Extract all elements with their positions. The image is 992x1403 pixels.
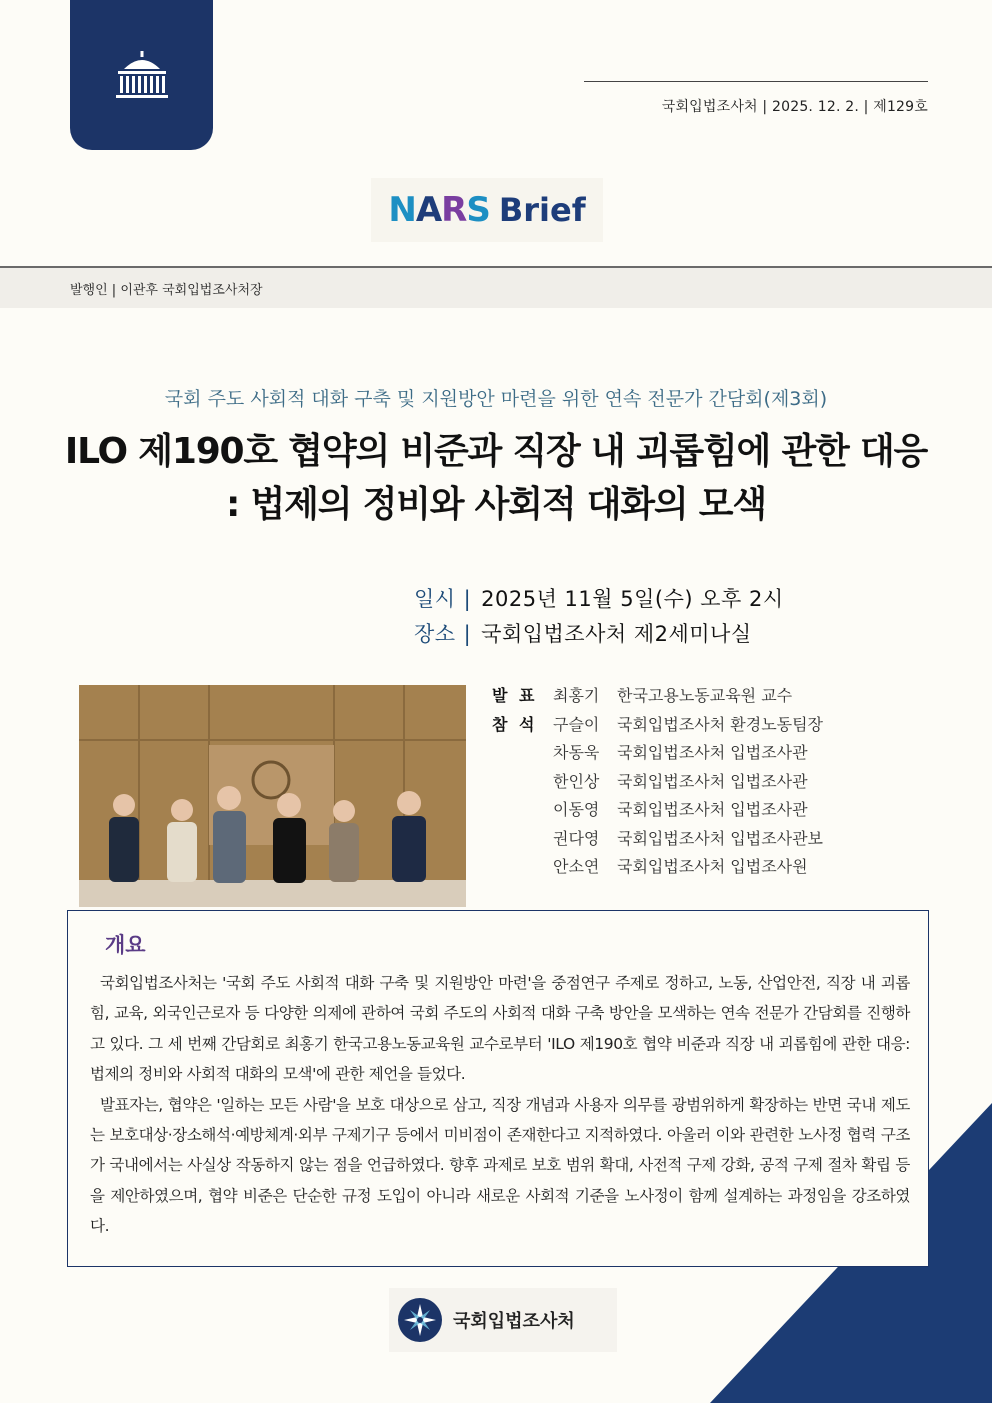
participant-affiliation: 국회입법조사처 입법조사원 [617,857,808,876]
participant-name: 차동욱 [553,743,600,762]
series-subtitle: 국회 주도 사회적 대화 구축 및 지원방안 마련을 위한 연속 전문가 간담회(제3회) [164,388,828,410]
date-separator: | [463,587,472,611]
participant-affiliation: 한국고용노동교육원 교수 [617,686,793,705]
group-photo [79,685,466,907]
place-value: 국회입법조사처 제2세미나실 [481,622,752,646]
header-divider [584,81,928,82]
main-title-line1: ILO 제190호 협약의 비준과 직장 내 괴롭힘에 관한 대응 [64,431,928,472]
event-place [414,618,752,648]
participant-name: 안소연 [553,857,600,876]
participant-name: 이동영 [553,800,600,819]
participant-affiliation: 국회입법조사처 입법조사관 [617,743,808,762]
summary-paragraph: 발표자는, 협약은 '일하는 모든 사람'을 보호 대상으로 삼고, 직장 개념과 사용자 의무를 광범위하게 확장하는 반면 국내 제도는 보호대상·장소해석·예방체계·외부 구제기구 등에서 미비점이 존재한다고 지적하였다. 아울러 이와 관련한 노사정 협력 구조가 국내에서는 사실상 작동하지 않는 점을 언급하였다. 향후 과제로 보호 범위 확대, 사전적 구제 강화, 공적 구제 절차 확립 등을 제안하였으며, 협약 비준은 단순한 규정 도입이 아니라 새로운 사회적 기준을 노사정이 함께 설계하는 과정임을 강조하였다. [90,1095,910,1236]
national-assembly-icon [102,45,182,105]
participant-name: 한인상 [553,771,600,791]
place-separator: | [463,622,472,646]
publisher-line: 발행인 | 이관후 국회입법조사처장 [70,283,263,298]
place-label: 장소 [414,622,456,646]
participant-name: 권다영 [553,828,600,848]
logo-brief-text: Brief [498,191,586,229]
participant-affiliation: 국회입법조사처 입법조사관보 [617,828,824,848]
summary-box [67,910,929,1267]
nars-brief-logo [371,178,603,242]
summary-paragraph: 국회입법조사처는 '국회 주도 사회적 대화 구축 및 지원방안 마련'을 중점연구 주제로 정하고, 노동, 산업안전, 직장 내 괴롭힘, 교육, 외국인근로자 등 다양한 의제에 관하여 국회 주도의 사회적 대화 구축 방안을 모색하는 연속 전문가 간담회를 진행하고 있다. 그 세 번째 간담회로 최홍기 한국고용노동교육원 교수로부터 'ILO 제190호 협약 비준과 직장 내 괴롭힘에 관한 대응: 법제의 정비와 사회적 대화의 모색'에 관한 제언을 들었다. [90,974,910,1084]
participant-affiliation: 국회입법조사처 환경노동팀장 [617,714,824,734]
summary-body [90,968,910,1242]
participant-role: 참 석 [492,714,538,734]
footer-org-name: 국회입법조사처 [453,1311,575,1332]
date-value: 2025년 11월 5일(수) 오후 2시 [481,587,784,611]
participant-role: 발 표 [492,686,538,705]
main-title-line2: : 법제의 정비와 사회적 대화의 모색 [226,484,766,525]
issue-meta: 국회입법조사처 | 2025. 12. 2. | 제129호 [661,99,928,115]
participant-affiliation: 국회입법조사처 입법조사관 [617,800,808,819]
header-tab [70,0,213,150]
participant-affiliation: 국회입법조사처 입법조사관 [617,771,808,791]
participant-name: 구슬이 [553,714,600,734]
event-date [414,583,784,613]
summary-title: 개요 [105,933,146,957]
participant-name: 최홍기 [553,686,600,705]
logo-nars-text: NARS [388,190,490,230]
footer-logo [389,1288,617,1352]
nars-emblem-icon [397,1297,443,1343]
date-label: 일시 [414,587,456,611]
